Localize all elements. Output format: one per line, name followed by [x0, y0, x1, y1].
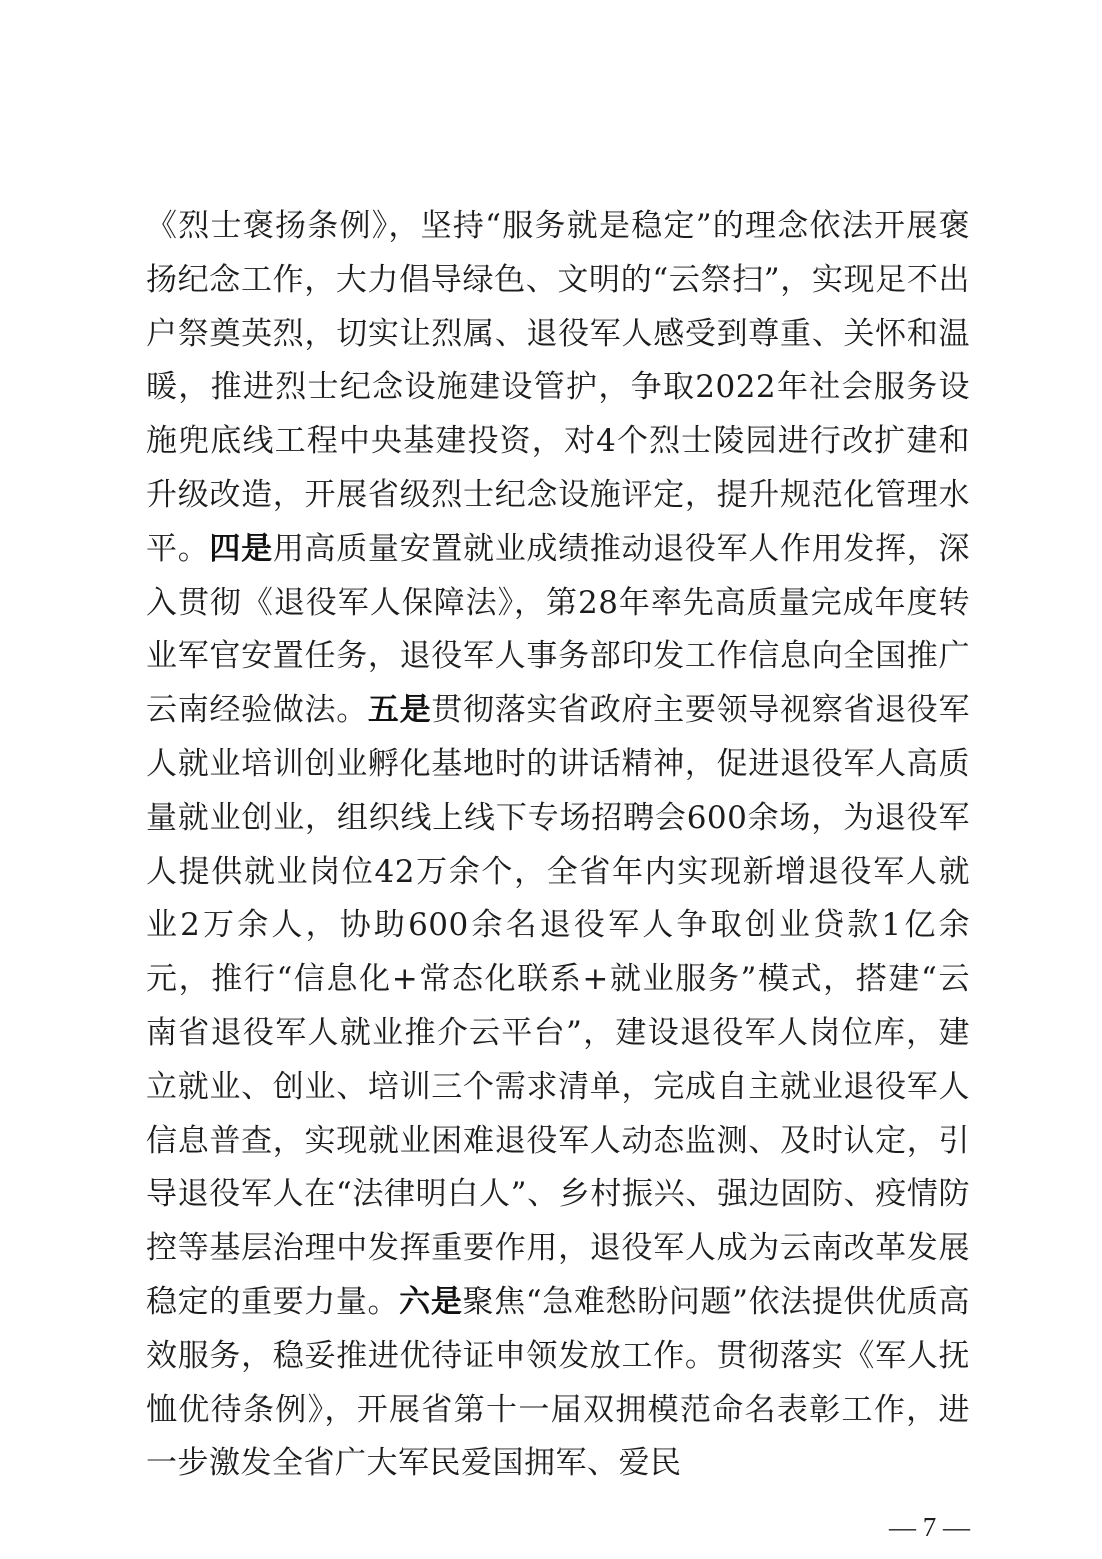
text-segment: 贯彻落实省政府主要领导视察省退役军人就业培训创业孵化基地时的讲话精神，促进退役军人高质量就业创业，组织线上线下专场招聘会600余场，为退役军人提供就业岗位42万余个，全省年内实现新增退役军人就业2万余人，协助600余名退役军人争取创业贷款1亿余元，推行“信息化+常态化联系+就业服务”模式，搭建“云南省退役军人就业推介云平台”，建设退役军人岗位库，建立就业、创业、培训三个需求清单，完成自主就业退役军人信息普查，实现就业困难退役军人动态监测、及时认定，引导退役军人在“法律明白人”、乡村振兴、强边固防、疫情防控等基层治理中发挥重要作用，退役军人成为云南改革发展稳定的重要力量。 [146, 692, 971, 1320]
lead-phrase-five: 五是 [367, 692, 432, 729]
text-segment: 《烈士褒扬条例》，坚持“服务就是稳定”的理念依法开展褒扬纪念工作，大力倡导绿色、文明的“云祭扫”，实现足不出户祭奠英烈，切实让烈属、退役军人感受到尊重、关怀和温暖，推进烈士纪念设施建设管护，争取2022年社会服务设施兜底线工程中央基建投资，对4个烈士陵园进行改扩建和升级改造，开展省级烈士纪念设施评定，提升规范化管理水平。 [146, 208, 970, 567]
body-paragraph [146, 200, 970, 1491]
text-segment: 聚焦“急难愁盼问题”依法提供优质高效服务，稳妥推进优待证申领发放工作。贯彻落实《军人抚恤优待条例》，开展省第十一届双拥模范命名表彰工作，进一步激发全省广大军民爱国拥军、爱民 [146, 1283, 971, 1482]
lead-phrase-six: 六是 [399, 1283, 463, 1320]
page-number: — 7 — [889, 1512, 970, 1542]
text-segment: 用高质量安置就业成绩推动退役军人作用发挥，深入贯彻《退役军人保障法》，第28年率先高质量完成年度转业军官安置任务，退役军人事务部印发工作信息向全国推广云南经验做法。 [146, 530, 971, 729]
lead-phrase-four: 四是 [209, 530, 273, 567]
